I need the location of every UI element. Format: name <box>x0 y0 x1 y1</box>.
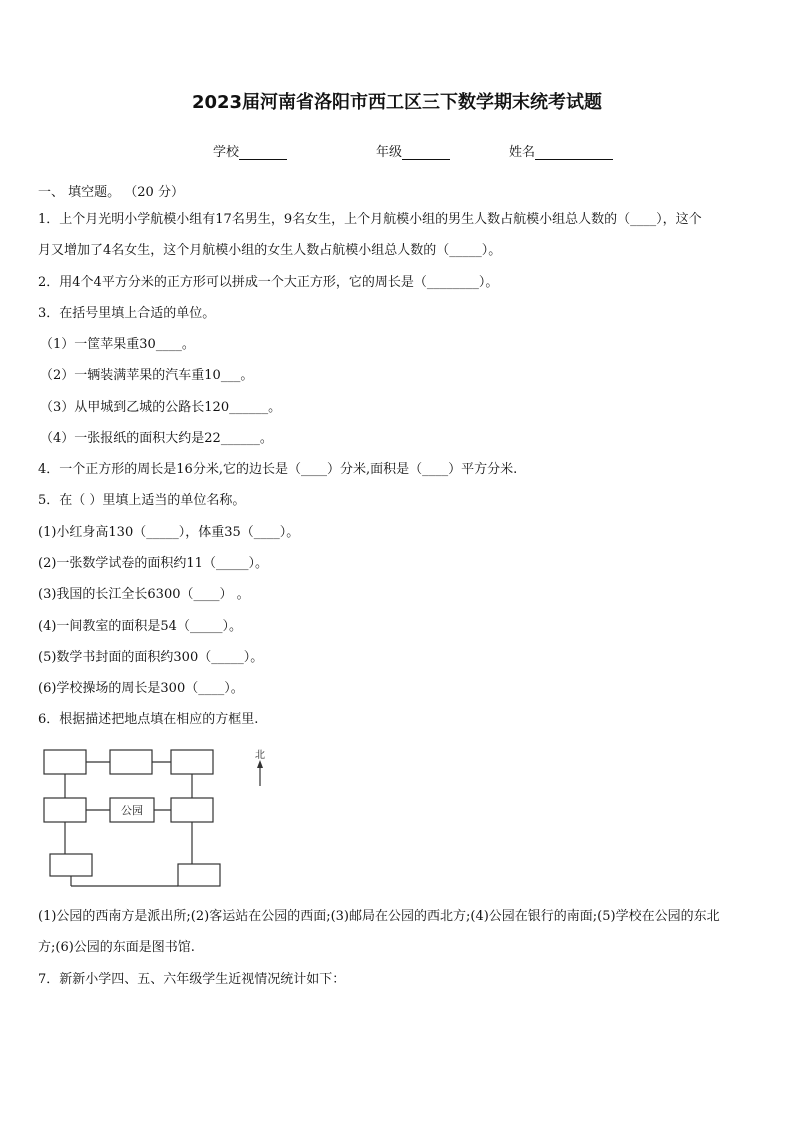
q5-item: (1)小红身高130（_____），体重35（____）。 <box>38 525 300 540</box>
box-southwest <box>50 854 92 876</box>
q1-line2: 月又增加了4名女生，这个月航模小组的女生人数占航模小组总人数的（_____）。 <box>38 243 502 258</box>
q2: 2．用4个4平方分米的正方形可以拼成一个大正方形，它的周长是（________）。 <box>38 275 499 290</box>
q3-item: （4）一张报纸的面积大约是22______。 <box>40 431 273 446</box>
q3-stem: 3．在括号里填上合适的单位。 <box>38 306 216 321</box>
box-west <box>44 798 86 822</box>
grade-label: 年级 <box>376 145 403 160</box>
location-map <box>38 744 278 892</box>
q5-item: (3)我国的长江全长6300（____） 。 <box>38 587 250 602</box>
grade-blank <box>402 146 450 160</box>
box-southeast <box>178 864 220 886</box>
q6-desc-line2: 方;(6)公园的东面是图书馆. <box>38 940 195 955</box>
q6-desc-line1: (1)公园的西南方是派出所;(2)客运站在公园的西面;(3)邮局在公园的西北方;(4)公园在银行的南面;(5)学校在公园的东北 <box>38 909 720 924</box>
q5-stem: 5．在（ ）里填上适当的单位名称。 <box>38 493 246 508</box>
q5-item: (5)数学书封面的面积约300（_____）。 <box>38 650 264 665</box>
school-blank <box>239 146 287 160</box>
name-label: 姓名 <box>509 145 536 160</box>
page-title: 2023届河南省洛阳市西工区三下数学期末统考试题 <box>191 92 603 113</box>
q3-item: （3）从甲城到乙城的公路长120______。 <box>40 400 282 415</box>
q7: 7．新新小学四、五、六年级学生近视情况统计如下： <box>38 972 346 987</box>
box-north <box>110 750 152 774</box>
grade-field <box>376 141 450 160</box>
name-blank <box>535 146 613 160</box>
box-northeast <box>171 750 213 774</box>
q3-item: （1）一筐苹果重30____。 <box>40 337 195 352</box>
north-label: 北 <box>255 750 265 761</box>
q5-item: (2)一张数学试卷的面积约11（_____）。 <box>38 556 268 571</box>
name-field <box>509 141 613 160</box>
school-label: 学校 <box>213 145 240 160</box>
box-northwest <box>44 750 86 774</box>
q4: 4．一个正方形的周长是16分米,它的边长是（____）分米,面积是（____）平方分米. <box>38 462 518 477</box>
q3-item: （2）一辆装满苹果的汽车重10___。 <box>40 368 254 383</box>
q1-line1: 1．上个月光明小学航模小组有17名男生，9名女生，上个月航模小组的男生人数占航模小组总人数的（____），这个 <box>38 212 702 227</box>
q6-stem: 6．根据描述把地点填在相应的方框里. <box>38 712 259 727</box>
box-east <box>171 798 213 822</box>
q5-item: (6)学校操场的周长是300（____）。 <box>38 681 244 696</box>
q5-item: (4)一间教室的面积是54（_____）。 <box>38 619 242 634</box>
school-field <box>213 141 287 160</box>
north-arrow-icon <box>257 760 263 768</box>
park-label: 公园 <box>121 804 143 817</box>
section-heading: 一、 填空题。 （20 分） <box>38 185 184 200</box>
